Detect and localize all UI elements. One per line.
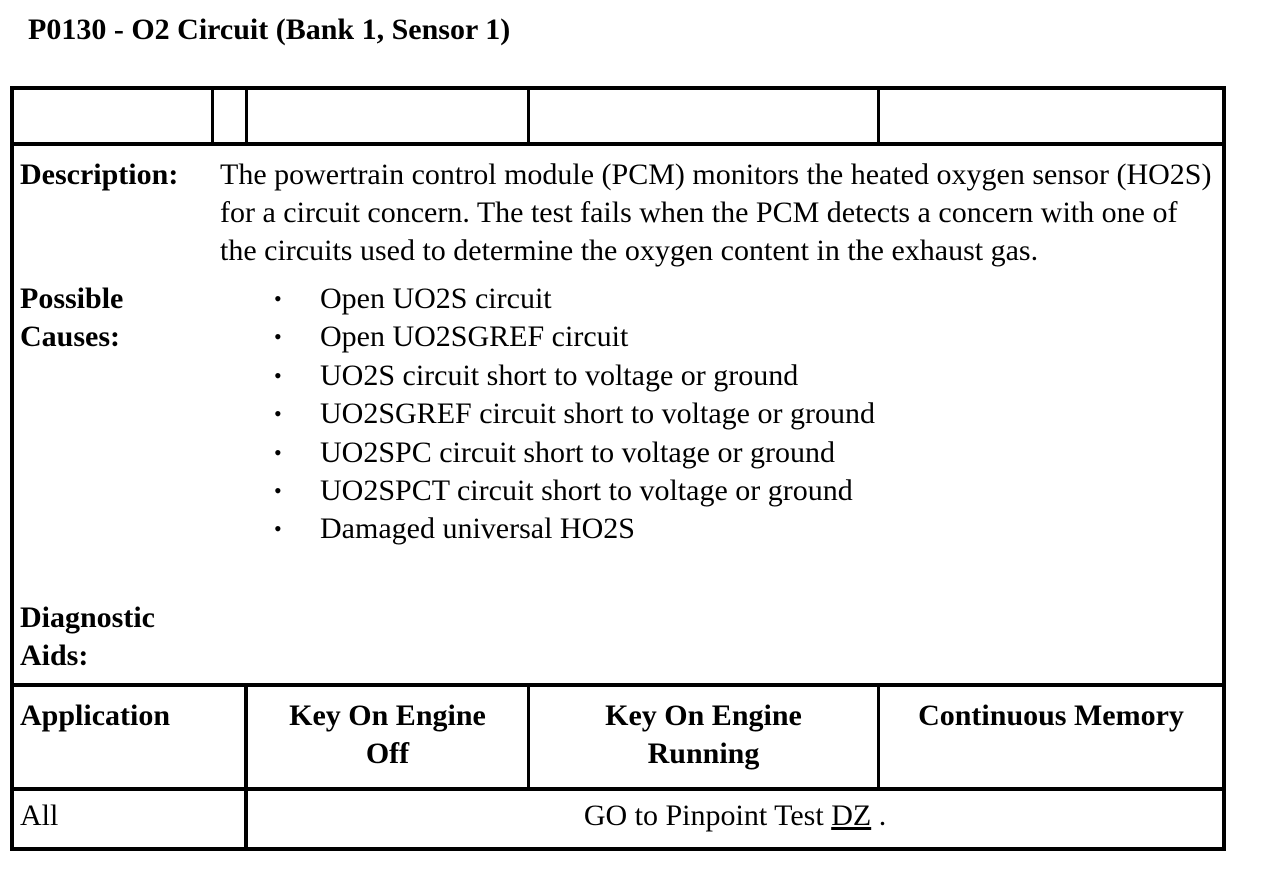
- description-row: [14, 146, 1222, 270]
- table-row: [14, 791, 1222, 847]
- bullet-icon: •: [274, 401, 282, 427]
- bullet-icon: •: [274, 478, 282, 504]
- bullet-icon: •: [274, 439, 282, 465]
- bullet-icon: •: [274, 286, 282, 311]
- empty-cell: [14, 90, 214, 146]
- list-item: [274, 280, 1222, 318]
- cause-text: Open UO2S circuit: [320, 282, 552, 315]
- description-label: Description:: [20, 158, 179, 191]
- cause-text: UO2SGREF circuit short to voltage or ground: [320, 397, 875, 431]
- koer-header-line1: Key On Engine: [605, 698, 802, 732]
- empty-cell: [214, 90, 248, 146]
- list-item: [274, 357, 1222, 395]
- list-item: [274, 318, 1222, 356]
- empty-cell: [880, 90, 1222, 146]
- list-item: [274, 472, 1222, 510]
- bullet-icon: •: [274, 324, 282, 350]
- diagnostic-aids-label: [14, 549, 214, 687]
- possible-causes-label: [14, 270, 214, 549]
- cause-text: Open UO2SGREF circuit: [320, 320, 629, 354]
- koer-header-line2: Running: [647, 736, 760, 770]
- empty-header-row: [14, 90, 1222, 146]
- possible-causes-label-line1: Possible: [20, 282, 124, 315]
- cause-text: UO2SPCT circuit short to voltage or ground: [320, 474, 853, 508]
- action-cell: [248, 791, 1222, 847]
- continuous-memory-header: Continuous Memory: [880, 687, 1222, 791]
- koer-header: [530, 687, 880, 791]
- list-item: [274, 434, 1222, 472]
- list-item: [274, 510, 1222, 548]
- dtc-table: [10, 86, 1226, 851]
- diagnostic-aids-row: [14, 549, 1222, 687]
- action-prefix: GO to Pinpoint Test: [583, 798, 832, 832]
- possible-causes-cell: [214, 270, 1222, 549]
- pinpoint-test-link[interactable]: DZ: [831, 798, 872, 832]
- empty-cell: [530, 90, 880, 146]
- application-header: Application: [14, 687, 248, 791]
- possible-causes-row: [14, 270, 1222, 549]
- list-item: [274, 395, 1222, 433]
- cause-text: UO2SPC circuit short to voltage or ground: [320, 435, 835, 469]
- cause-text: UO2S circuit short to voltage or ground: [320, 358, 799, 392]
- application-header-row: [14, 687, 1222, 791]
- cause-text: Damaged universal HO2S: [320, 512, 635, 546]
- koeo-header-line1: Key On Engine: [289, 698, 486, 732]
- action-suffix: .: [871, 798, 887, 832]
- koeo-header-line2: Off: [365, 736, 410, 770]
- diagnostic-aids-label-line2: Aids:: [20, 638, 89, 672]
- bullet-icon: •: [274, 362, 282, 388]
- description-text: The powertrain control module (PCM) monitors the heated oxygen sensor (HO2S) for a circuit concern. The test fails when the PCM detects a concern with one of the circuits used to determine the oxygen content in the exhaust gas.: [220, 158, 1212, 267]
- possible-causes-label-line2: Causes:: [20, 320, 121, 353]
- koeo-header: [248, 687, 530, 791]
- empty-cell: [248, 90, 530, 146]
- bullet-icon: •: [274, 516, 282, 542]
- possible-causes-list: [214, 280, 1222, 549]
- diagnostic-aids-label-line1: Diagnostic: [20, 600, 155, 634]
- diagnostic-aids-cell: [214, 549, 1222, 687]
- application-cell: All: [14, 791, 248, 847]
- page-title: P0130 - O2 Circuit (Bank 1, Sensor 1): [28, 13, 511, 46]
